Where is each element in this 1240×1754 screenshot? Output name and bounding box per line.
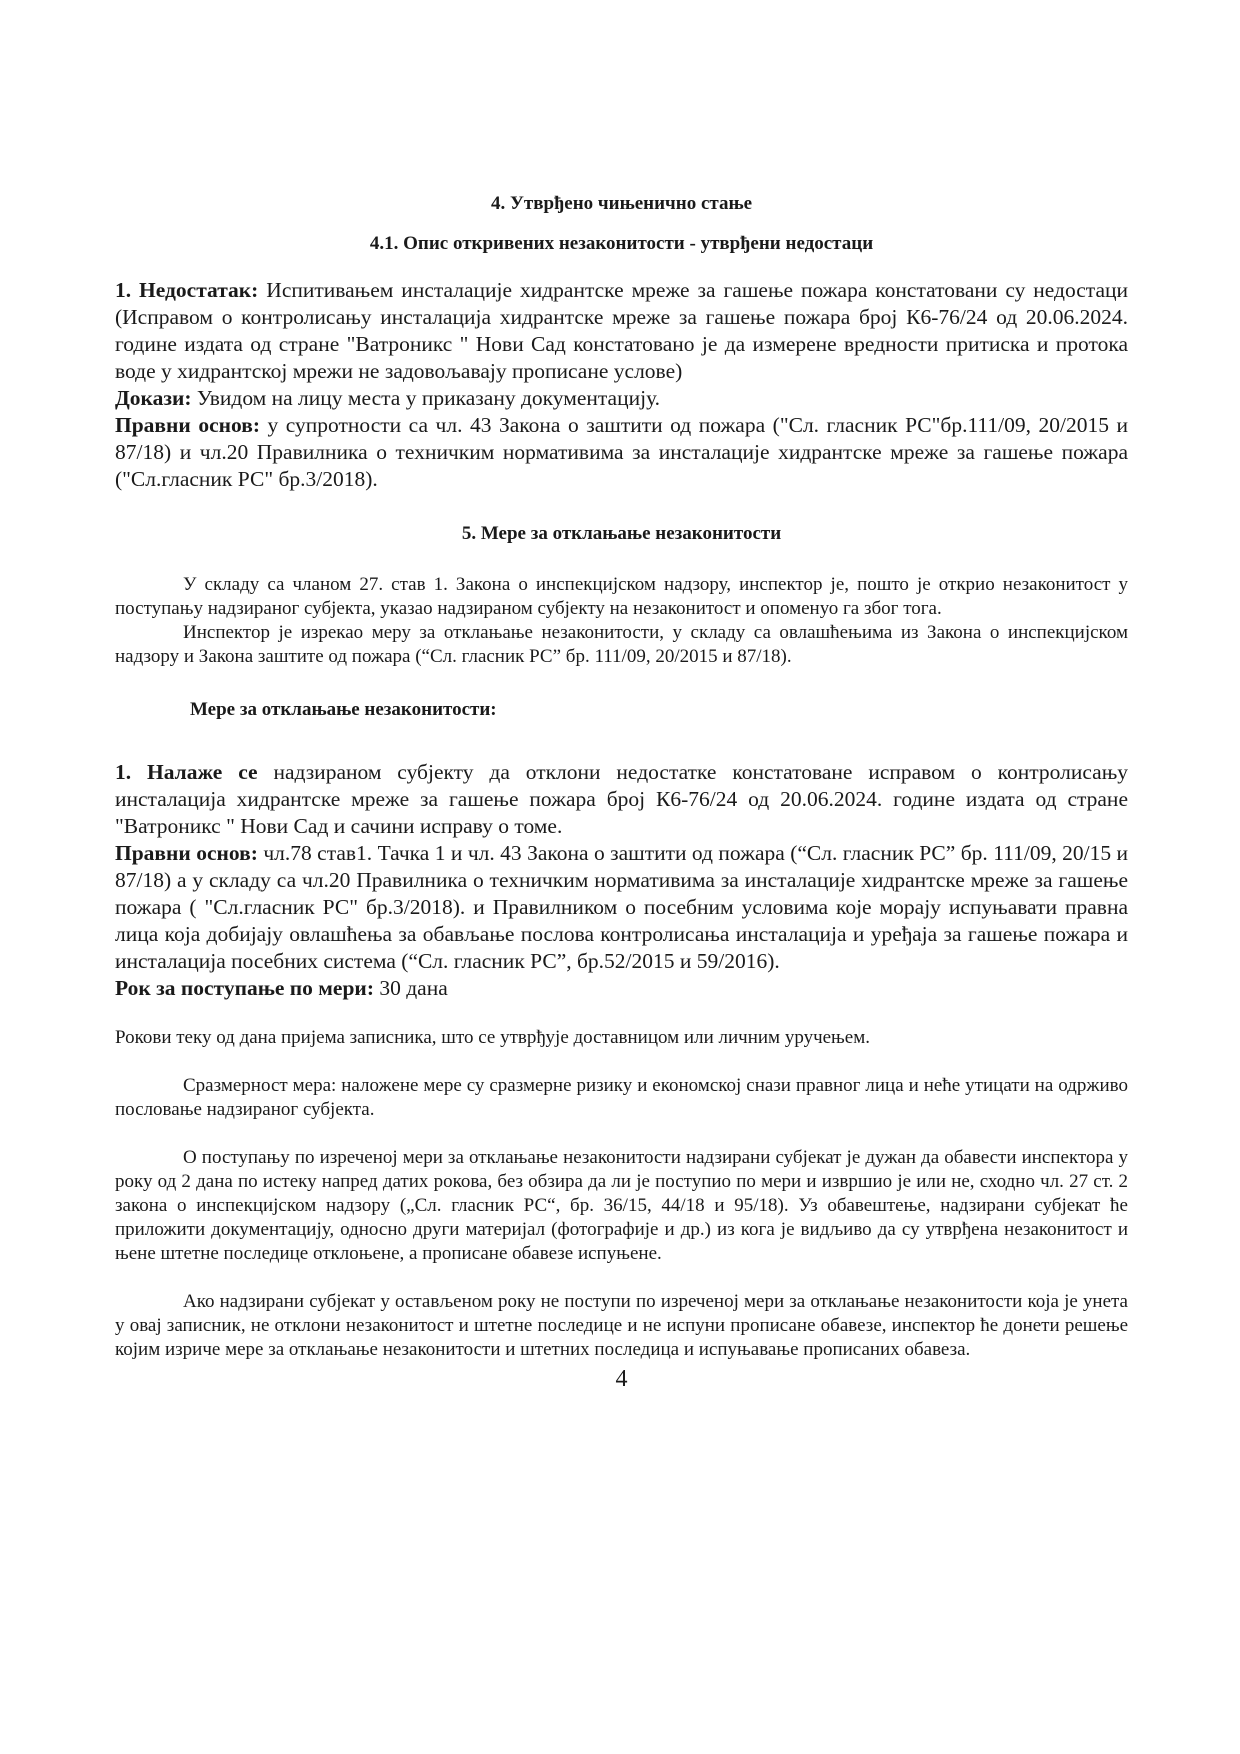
measure-1-label: 1. Налаже се <box>115 760 258 784</box>
deadline-text: 30 дана <box>373 976 448 1000</box>
finding-1-paragraph <box>115 277 1128 385</box>
deadlines-paragraph: Рокови теку од дана пријема записника, што се утврђује доставницом или личним уручењем. <box>115 1027 870 1048</box>
section-4-heading: 4. Утврђено чињенично стање <box>490 193 753 214</box>
inspection-paragraph-1: У складу са чланом 27. став 1. Закона о инспекцијском надзору, инспектор је, пошто је открио незаконитост у поступању надзираног субјекта, указао надзираном субјекту на незаконитост и опоменуо га због тога. <box>115 574 1128 619</box>
measure-1-paragraph <box>115 759 1128 840</box>
measure-legal-basis-label: Правни основ: <box>115 841 258 865</box>
legal-basis-paragraph <box>115 412 1128 493</box>
finding-block <box>115 277 1128 493</box>
evidence-paragraph <box>115 385 1128 412</box>
evidence-label: Докази: <box>115 386 192 410</box>
measure-legal-basis-text: чл.78 став1. Тачка 1 и чл. 43 Закона о заштити од пожара (“Сл. гласник РС” бр. 111/09, 20/15 и 87/18) а у складу са чл.20 Правилника о техничким нормативима за инсталације хидрантске мреже за гашење пожара ( "Сл.гласник РС" бр.3/2018). и Правилником о посебним условима које морају испуњавати правна лица која добијају овлашћења за обављање послова контролисања инсталација и уређаја за гашење пожара и инсталација посебних система (“Сл. гласник РС”, бр.52/2015 и 59/2016). <box>115 841 1129 973</box>
measure-legal-basis-paragraph <box>115 840 1128 975</box>
legal-basis-label: Правни основ: <box>115 413 260 437</box>
measure-1-text: надзираном субјекту да отклони недостатке констатоване исправом о контролисању инсталација хидрантске мреже за гашење пожара број К6-76/24 од 20.06.2024. године издата од стране "Ватроникс " Нови Сад и сачини исправу о томе. <box>115 760 1128 838</box>
deadline-label: Рок за поступање по мери: <box>115 976 374 1000</box>
compliance-report-paragraph: О поступању по изреченој мери за отклањање незаконитости надзирани субјекат је дужан да обавести инспектора у року од 2 дана по истеку напред датих рокова, без обзира да ли је поступио по мери и извршио је или не, сходно чл. 27 ст. 2 закона о инспекцијском надзору („Сл. гласник РС“, бр. 36/15, 44/18 и 95/18). Уз обавештење, надзирани субјекат ће приложити документацију, односно други материјал (фотографије и др.) из кога је видљиво да су утврђена незаконитост и њене штетне последице отклоњене, а прописане обавезе испуњене. <box>115 1147 1128 1264</box>
deadline-paragraph <box>115 975 1128 1002</box>
page-number: 4 <box>615 1366 628 1392</box>
measure-block <box>115 759 1128 1002</box>
evidence-text: Увидом на лицу места у приказану документацију. <box>191 386 661 410</box>
proportionality-paragraph: Сразмерност мера: наложене мере су сразмерне ризику и економској снази правног лица и неће утицати на одрживо пословање надзираног субјекта. <box>115 1075 1128 1120</box>
non-compliance-paragraph: Ако надзирани субјекат у остављеном року не поступи по изреченој мери за отклањање незаконитости која је унета у овај записник, не отклони незаконитост и штетне последице и не испуни прописане обавезе, инспектор ће донети решење којим изриче мере за отклањање незаконитости и штетних последица и испуњавање прописаних обавеза. <box>115 1291 1128 1360</box>
section-4-1-subheading: 4.1. Опис откривених незаконитости - утврђени недостаци <box>369 233 874 254</box>
finding-1-text: Испитивањем инсталације хидрантске мреже за гашење пожара констатовани су недостаци (Исправом о контролисању инсталација хидрантске мреже за гашење пожара број К6-76/24 од 20.06.2024. године издата од стране "Ватроникс " Нови Сад констатовано је да измерене вредности притиска и протока воде у хидрантској мрежи не задовољавају прописане услове) <box>115 278 1129 383</box>
inspection-paragraph-2: Инспектор је изрекао меру за отклањање незаконитости, у складу са овлашћењима из Закона о инспекцијском надзору и Закона заштите од пожара (“Сл. гласник РС” бр. 111/09, 20/2015 и 87/18). <box>115 622 1128 667</box>
measures-heading: Мере за отклањање незаконитости: <box>190 699 497 720</box>
finding-1-label: 1. Недостатак: <box>115 278 259 302</box>
section-5-heading: 5. Мере за отклањање незаконитости <box>461 523 782 544</box>
legal-basis-text: у супротности са чл. 43 Закона о заштити од пожара ("Сл. гласник РС"бр.111/09, 20/2015 и 87/18) и чл.20 Правилника о техничким нормативима за инсталације хидрантске мреже за гашење пожара ("Сл.гласник РС" бр.3/2018). <box>115 413 1128 491</box>
